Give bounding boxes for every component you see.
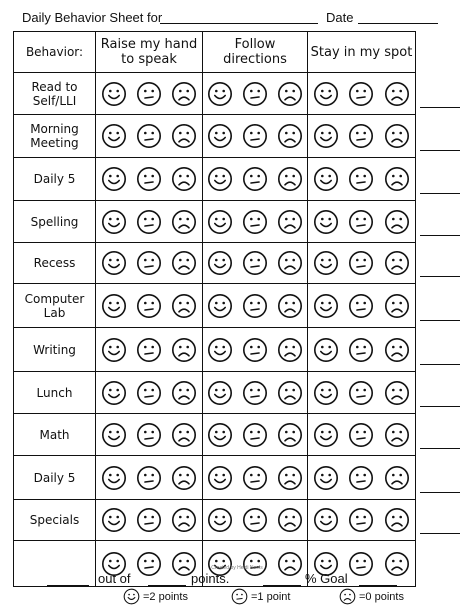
neutral-face-icon[interactable] (242, 465, 268, 491)
rating-cell (203, 158, 308, 201)
row-score-line[interactable] (420, 107, 460, 108)
smile-face-icon[interactable] (207, 422, 233, 448)
row-score-line[interactable] (420, 235, 460, 236)
frown-face-icon[interactable] (277, 81, 303, 107)
smile-face-icon[interactable] (207, 250, 233, 276)
neutral-face-icon[interactable] (242, 81, 268, 107)
out-of-text: out of (98, 571, 131, 586)
key-neutral-icon (231, 588, 248, 605)
rating-cell (308, 500, 416, 541)
frown-face-icon[interactable] (277, 337, 303, 363)
rating-cell (96, 158, 203, 201)
behavior-column-header: Behavior: (14, 32, 96, 73)
rating-cell (203, 243, 308, 284)
rating-cell (96, 414, 203, 456)
frown-face-icon[interactable] (277, 465, 303, 491)
smile-face-icon[interactable] (101, 209, 127, 235)
row-score-line[interactable] (420, 193, 460, 194)
neutral-face-icon[interactable] (242, 250, 268, 276)
smile-face-icon[interactable] (207, 209, 233, 235)
smile-face-icon[interactable] (101, 293, 127, 319)
table-row (14, 243, 416, 284)
neutral-face-icon[interactable] (348, 337, 374, 363)
smile-face-icon[interactable] (101, 422, 127, 448)
neutral-face-icon[interactable] (136, 380, 162, 406)
sheet-title: Daily Behavior Sheet for (22, 10, 163, 25)
rating-cell (96, 500, 203, 541)
row-score-line[interactable] (420, 533, 460, 534)
frown-face-icon[interactable] (277, 123, 303, 149)
smile-face-icon[interactable] (207, 81, 233, 107)
neutral-face-icon[interactable] (242, 293, 268, 319)
table-row (14, 115, 416, 158)
frown-face-icon[interactable] (171, 250, 197, 276)
rating-cell (96, 284, 203, 328)
table-row (14, 73, 416, 115)
frown-face-icon[interactable] (171, 337, 197, 363)
smile-face-icon[interactable] (101, 380, 127, 406)
neutral-face-icon[interactable] (136, 250, 162, 276)
smile-face-icon[interactable] (313, 465, 339, 491)
rating-cell (308, 243, 416, 284)
frown-face-icon[interactable] (277, 551, 303, 577)
row-label: Spelling (14, 201, 96, 243)
rating-cell (96, 201, 203, 243)
row-score-line[interactable] (420, 492, 460, 493)
rating-cell (203, 500, 308, 541)
row-score-line[interactable] (420, 320, 460, 321)
neutral-face-icon[interactable] (136, 507, 162, 533)
frown-face-icon[interactable] (171, 81, 197, 107)
rating-cell (203, 328, 308, 372)
neutral-face-icon[interactable] (242, 551, 268, 577)
column-header-raise-hand: Raise my hand to speak (96, 32, 203, 73)
rating-cell (308, 73, 416, 115)
frown-face-icon[interactable] (384, 81, 410, 107)
row-label: Daily 5 (14, 456, 96, 500)
neutral-face-icon[interactable] (348, 422, 374, 448)
smile-face-icon[interactable] (101, 465, 127, 491)
row-label: Lunch (14, 372, 96, 414)
neutral-face-icon[interactable] (348, 507, 374, 533)
rating-cell (308, 456, 416, 500)
neutral-face-icon[interactable] (348, 250, 374, 276)
row-score-line[interactable] (420, 364, 460, 365)
table-row (14, 201, 416, 243)
rating-cell (203, 201, 308, 243)
smile-face-icon[interactable] (313, 507, 339, 533)
key-neutral-text: =1 point (251, 591, 291, 603)
neutral-face-icon[interactable] (348, 380, 374, 406)
neutral-face-icon[interactable] (242, 123, 268, 149)
neutral-face-icon[interactable] (136, 81, 162, 107)
frown-face-icon[interactable] (384, 465, 410, 491)
row-label: Recess (14, 243, 96, 284)
row-label (14, 541, 96, 587)
table-body (14, 73, 416, 587)
row-score-line[interactable] (420, 448, 460, 449)
rating-cell (308, 115, 416, 158)
rating-cell (203, 414, 308, 456)
frown-face-icon[interactable] (277, 507, 303, 533)
frown-face-icon[interactable] (384, 337, 410, 363)
frown-face-icon[interactable] (171, 123, 197, 149)
points-earned-line[interactable] (47, 585, 89, 586)
key-smile-text: =2 points (143, 591, 188, 603)
goal-line[interactable] (359, 585, 397, 586)
rating-cell (96, 456, 203, 500)
row-label: Specials (14, 500, 96, 541)
neutral-face-icon[interactable] (348, 166, 374, 192)
neutral-face-icon[interactable] (136, 166, 162, 192)
student-name-line[interactable] (160, 23, 318, 24)
neutral-face-icon[interactable] (348, 209, 374, 235)
neutral-face-icon[interactable] (242, 422, 268, 448)
creator-credit: Created by Heidi Neels (211, 565, 263, 571)
row-score-line[interactable] (420, 406, 460, 407)
smile-face-icon[interactable] (313, 123, 339, 149)
key-smile-icon (123, 588, 140, 605)
frown-face-icon[interactable] (277, 380, 303, 406)
neutral-face-icon[interactable] (136, 337, 162, 363)
smile-face-icon[interactable] (101, 250, 127, 276)
smile-face-icon[interactable] (207, 380, 233, 406)
smile-face-icon[interactable] (207, 166, 233, 192)
frown-face-icon[interactable] (277, 293, 303, 319)
smile-face-icon[interactable] (313, 209, 339, 235)
neutral-face-icon[interactable] (348, 123, 374, 149)
key-frown-icon (339, 588, 356, 605)
date-line[interactable] (358, 23, 438, 24)
neutral-face-icon[interactable] (242, 380, 268, 406)
frown-face-icon[interactable] (384, 209, 410, 235)
rating-cell (96, 73, 203, 115)
neutral-face-icon[interactable] (348, 465, 374, 491)
rating-cell (203, 284, 308, 328)
row-label: Writing (14, 328, 96, 372)
row-label: Computer Lab (14, 284, 96, 328)
neutral-face-icon[interactable] (348, 293, 374, 319)
smile-face-icon[interactable] (313, 380, 339, 406)
frown-face-icon[interactable] (277, 422, 303, 448)
neutral-face-icon[interactable] (136, 123, 162, 149)
rating-cell (96, 328, 203, 372)
smile-face-icon[interactable] (313, 250, 339, 276)
rating-cell (308, 284, 416, 328)
rating-cell (203, 372, 308, 414)
smile-face-icon[interactable] (101, 81, 127, 107)
rating-cell (203, 73, 308, 115)
frown-face-icon[interactable] (384, 551, 410, 577)
smile-face-icon[interactable] (101, 123, 127, 149)
table-row (14, 372, 416, 414)
neutral-face-icon[interactable] (136, 293, 162, 319)
points-text: points. (191, 571, 230, 586)
frown-face-icon[interactable] (171, 209, 197, 235)
frown-face-icon[interactable] (171, 507, 197, 533)
table-row (14, 456, 416, 500)
row-score-line[interactable] (420, 276, 460, 277)
sheet-header (0, 0, 474, 30)
column-header-stay-in-spot: Stay in my spot (308, 32, 416, 73)
rating-cell (96, 115, 203, 158)
table-row (14, 500, 416, 541)
rating-cell (308, 372, 416, 414)
neutral-face-icon[interactable] (136, 551, 162, 577)
smile-face-icon[interactable] (313, 422, 339, 448)
frown-face-icon[interactable] (277, 209, 303, 235)
rating-cell (308, 414, 416, 456)
smile-face-icon[interactable] (313, 81, 339, 107)
smile-face-icon[interactable] (101, 337, 127, 363)
smile-face-icon[interactable] (101, 507, 127, 533)
smile-face-icon[interactable] (207, 293, 233, 319)
table-row (14, 158, 416, 201)
row-label: Morning Meeting (14, 115, 96, 158)
table-row (14, 414, 416, 456)
key-frown-text: =0 points (359, 591, 404, 603)
neutral-face-icon[interactable] (348, 551, 374, 577)
rating-cell (203, 456, 308, 500)
neutral-face-icon[interactable] (348, 81, 374, 107)
rating-cell (96, 243, 203, 284)
frown-face-icon[interactable] (171, 465, 197, 491)
percent-line[interactable] (263, 585, 301, 586)
frown-face-icon[interactable] (384, 123, 410, 149)
neutral-face-icon[interactable] (242, 507, 268, 533)
row-label: Math (14, 414, 96, 456)
neutral-face-icon[interactable] (136, 209, 162, 235)
frown-face-icon[interactable] (384, 293, 410, 319)
frown-face-icon[interactable] (384, 166, 410, 192)
rating-cell (308, 158, 416, 201)
rating-cell (96, 372, 203, 414)
frown-face-icon[interactable] (384, 380, 410, 406)
rating-cell (203, 115, 308, 158)
column-header-follow-directions: Follow directions (203, 32, 308, 73)
smile-face-icon[interactable] (313, 293, 339, 319)
table-header-row (14, 32, 416, 73)
rating-cell (308, 328, 416, 372)
frown-face-icon[interactable] (171, 380, 197, 406)
goal-text: % Goal (305, 571, 348, 586)
frown-face-icon[interactable] (171, 293, 197, 319)
table-row (14, 328, 416, 372)
neutral-face-icon[interactable] (242, 166, 268, 192)
smile-face-icon[interactable] (207, 507, 233, 533)
frown-face-icon[interactable] (384, 507, 410, 533)
frown-face-icon[interactable] (384, 250, 410, 276)
frown-face-icon[interactable] (384, 422, 410, 448)
row-label: Daily 5 (14, 158, 96, 201)
smile-face-icon[interactable] (207, 123, 233, 149)
smile-face-icon[interactable] (207, 337, 233, 363)
rating-cell (308, 201, 416, 243)
smile-face-icon[interactable] (101, 166, 127, 192)
frown-face-icon[interactable] (277, 166, 303, 192)
date-label: Date (326, 10, 354, 25)
behavior-table (13, 31, 416, 587)
smile-face-icon[interactable] (313, 337, 339, 363)
row-score-line[interactable] (420, 150, 460, 151)
neutral-face-icon[interactable] (242, 209, 268, 235)
neutral-face-icon[interactable] (136, 465, 162, 491)
neutral-face-icon[interactable] (242, 337, 268, 363)
frown-face-icon[interactable] (277, 250, 303, 276)
points-possible-line[interactable] (148, 585, 186, 586)
row-label: Read to Self/LLI (14, 73, 96, 115)
neutral-face-icon[interactable] (136, 422, 162, 448)
frown-face-icon[interactable] (171, 166, 197, 192)
smile-face-icon[interactable] (313, 166, 339, 192)
table-row (14, 284, 416, 328)
smile-face-icon[interactable] (207, 465, 233, 491)
frown-face-icon[interactable] (171, 422, 197, 448)
